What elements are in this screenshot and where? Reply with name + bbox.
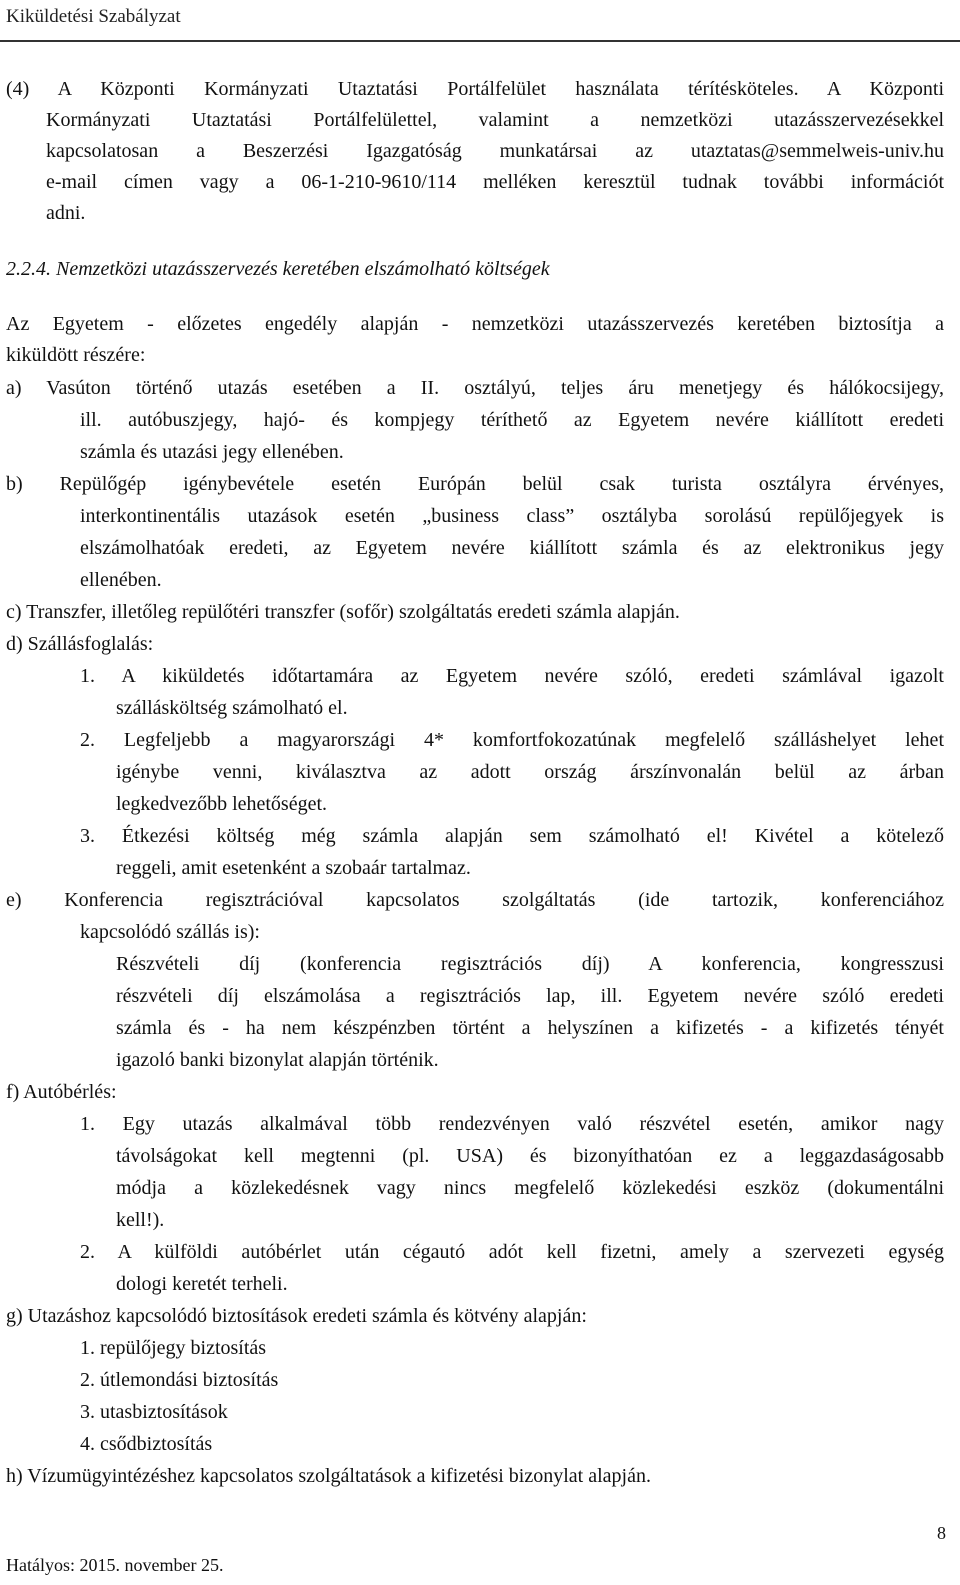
paragraph-line: e-mail címen vagy a 06-1-210-9610/114 melléken keresztül tudnak további információt xyxy=(46,171,944,193)
sub-list-item-line: módja a közlekedésnek vagy nincs megfelelő közlekedési eszköz (dokumentálni xyxy=(116,1177,944,1199)
page-number: 8 xyxy=(937,1523,946,1543)
effective-date: Hatályos: 2015. november 25. xyxy=(6,1555,224,1575)
sub-list-item-line: távolságokat kell megtenni (pl. USA) és bizonyíthatóan ez a leggazdaságosabb xyxy=(116,1145,944,1167)
sub-list-item: 2. Legfeljebb a magyarországi 4* komfortfokozatúnak megfelelő szálláshelyet lehet xyxy=(80,729,944,751)
paragraph-line: adni. xyxy=(46,202,86,224)
list-item-line: Részvételi díj (konferencia regisztrációs díj) A konferencia, kongresszusi xyxy=(116,953,944,975)
paragraph-line: Az Egyetem - előzetes engedély alapján - nemzetközi utazásszervezés keretében biztosítja a xyxy=(6,313,944,335)
sub-list-item-line: dologi keretét terheli. xyxy=(116,1273,288,1295)
sub-list-item: 2. A külföldi autóbérlet után cégautó adót kell fizetni, amely a szervezeti egység xyxy=(80,1241,944,1263)
list-item-line: interkontinentális utazások esetén „business class” osztályba sorolású repülőjegyek is xyxy=(80,505,944,527)
list-item: e) Konferencia regisztrációval kapcsolatos szolgáltatás (ide tartozik, konferenciához xyxy=(6,889,944,911)
sub-list-item: 1. Egy utazás alkalmával több rendezvényen való részvétel esetén, amikor nagy xyxy=(80,1113,944,1135)
list-item: c) Transzfer, illetőleg repülőtéri transzfer (sofőr) szolgáltatás eredeti számla alapján. xyxy=(6,601,680,623)
sub-list-item: 3. utasbiztosítások xyxy=(80,1401,228,1423)
sub-list-item-line: legkedvezőbb lehetőséget. xyxy=(116,793,328,815)
list-item-line: részvételi díj elszámolása a regisztrációs lap, ill. Egyetem nevére szóló eredeti xyxy=(116,985,944,1007)
sub-list-item: 3. Étkezési költség még számla alapján sem számolható el! Kivétel a kötelező xyxy=(80,825,944,847)
list-item-line: ill. autóbuszjegy, hajó- és kompjegy téríthető az Egyetem nevére kiállított eredeti xyxy=(80,409,944,431)
list-item-line: igazoló banki bizonylat alapján történik. xyxy=(116,1049,439,1071)
paragraph-line: (4) A Központi Kormányzati Utaztatási Portálfelület használata térítésköteles. A Központi xyxy=(6,78,944,100)
sub-list-item-line: igénybe venni, kiválasztva az adott ország árszínvonalán belül az árban xyxy=(116,761,944,783)
paragraph-line: kapcsolatosan a Beszerzési Igazgatóság munkatársai az utaztatas@semmelweis-univ.hu xyxy=(46,140,944,162)
list-item-line: számla és - ha nem készpénzben történt a helyszínen a kifizetés - a kifizetés tényét xyxy=(116,1017,944,1039)
list-item-line: kapcsolódó szállás is): xyxy=(80,921,260,943)
list-item: h) Vízumügyintézéshez kapcsolatos szolgáltatások a kifizetési bizonylat alapján. xyxy=(6,1465,651,1487)
sub-list-item-line: kell!). xyxy=(116,1209,165,1231)
list-item: a) Vasúton történő utazás esetében a II. osztályú, teljes áru menetjegy és hálókocsijegy, xyxy=(6,377,944,399)
sub-list-item: 2. útlemondási biztosítás xyxy=(80,1369,279,1391)
header-title: Kiküldetési Szabályzat xyxy=(6,6,181,27)
sub-list-item-line: reggeli, amit esetenként a szobaár tartalmaz. xyxy=(116,857,471,879)
list-item: g) Utazáshoz kapcsolódó biztosítások eredeti számla és kötvény alapján: xyxy=(6,1305,587,1327)
list-item: f) Autóbérlés: xyxy=(6,1081,117,1103)
sub-list-item: 4. csődbiztosítás xyxy=(80,1433,213,1455)
paragraph-line: Kormányzati Utaztatási Portálfelülettel, valamint a nemzetközi utazásszervezésekkel xyxy=(46,109,944,131)
list-item: d) Szállásfoglalás: xyxy=(6,633,154,655)
section-heading: 2.2.4. Nemzetközi utazásszervezés keretében elszámolható költségek xyxy=(6,258,550,280)
list-item: b) Repülőgép igénybevétele esetén Európán belül csak turista osztályra érvényes, xyxy=(6,473,944,495)
sub-list-item: 1. repülőjegy biztosítás xyxy=(80,1337,267,1359)
list-item-line: számla és utazási jegy ellenében. xyxy=(80,441,344,463)
list-item-line: elszámolhatóak eredeti, az Egyetem nevére kiállított számla és az elektronikus jegy xyxy=(80,537,944,559)
list-item-line: ellenében. xyxy=(80,569,162,591)
sub-list-item-line: szállásköltség számolható el. xyxy=(116,697,348,719)
sub-list-item: 1. A kiküldetés időtartamára az Egyetem nevére szóló, eredeti számlával igazolt xyxy=(80,665,944,687)
page-header xyxy=(0,0,960,42)
paragraph-line: kiküldött részére: xyxy=(6,344,146,366)
